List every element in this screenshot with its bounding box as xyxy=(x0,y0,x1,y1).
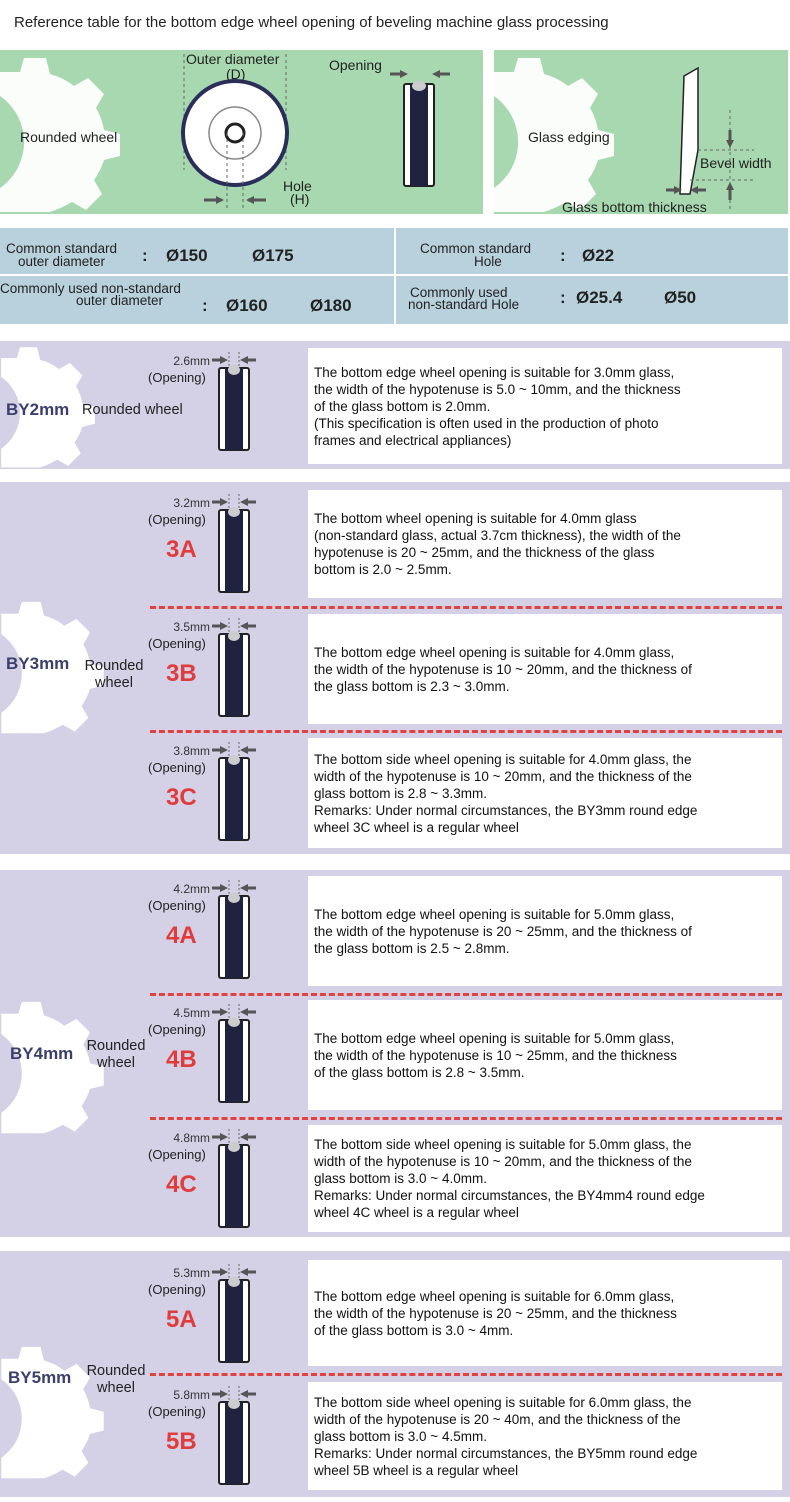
spec-colon: : xyxy=(560,288,566,307)
rounded-wheel-label: Rounded wheel xyxy=(82,402,183,418)
description-line: of the glass bottom is 2.8 ~ 3.5mm. xyxy=(314,1064,525,1080)
rounded-wheel-label: wheel xyxy=(97,1055,135,1071)
opening-label: (Opening) xyxy=(148,1282,206,1297)
page-title: Reference table for the bottom edge wheel opening of beveling machine glass processing xyxy=(14,14,609,31)
wheel-profile-icon xyxy=(206,1129,262,1229)
description-line: The bottom edge wheel opening is suitable for 3.0mm glass, xyxy=(314,364,675,380)
opening-label: (Opening) xyxy=(148,1147,206,1162)
wheel-code: 5A xyxy=(166,1306,197,1333)
bevel-width-label: Bevel width xyxy=(700,155,772,171)
description-line: the width of the hypotenuse is 5.0 ~ 10mm, and the thickness xyxy=(314,381,681,397)
spec-value: Ø25.4 xyxy=(576,288,623,307)
wheel-profile-icon xyxy=(206,352,262,452)
description-line: glass bottom is 3.0 ~ 4.0mm. xyxy=(314,1171,487,1186)
spec-value: Ø175 xyxy=(252,246,294,265)
gear-icon xyxy=(0,1340,105,1480)
outer-diameter-label: Outer diameter xyxy=(186,51,280,67)
spec-nonstandard-hole xyxy=(396,276,788,324)
section-divider xyxy=(150,993,782,996)
description-card xyxy=(308,490,782,598)
model-label: BY5mm xyxy=(8,1368,72,1387)
description-card xyxy=(308,1260,782,1366)
description-line: The bottom side wheel opening is suitable for 6.0mm glass, the xyxy=(314,1394,692,1410)
spec-label-line2: outer diameter xyxy=(18,254,106,269)
opening-size: 2.6mm xyxy=(173,354,210,368)
description-card xyxy=(308,614,782,724)
description-line: wheel 5B wheel is a regular wheel xyxy=(314,1462,519,1478)
description-line: frames and electrical appliances) xyxy=(314,432,512,448)
model-label: BY3mm xyxy=(6,654,70,673)
description-line: of the glass bottom is 3.0 ~ 4mm. xyxy=(314,1322,514,1338)
opening-label: (Opening) xyxy=(148,512,206,527)
opening-label: Opening xyxy=(329,57,382,73)
wheel-code: 3B xyxy=(166,660,197,687)
description-card xyxy=(308,1125,782,1232)
glass-bevel-diagram xyxy=(664,50,764,214)
wheel-code: 4C xyxy=(166,1171,197,1198)
description-line: bottom is 2.0 ~ 2.5mm. xyxy=(314,562,452,577)
opening-size: 4.5mm xyxy=(173,1006,210,1020)
opening-label: (Opening) xyxy=(148,636,206,651)
spec-value: Ø180 xyxy=(310,296,352,315)
spec-label-line1: Commonly used non-standard xyxy=(0,281,181,296)
description-line: Remarks: Under normal circumstances, the BY5mm round edge xyxy=(314,1445,698,1461)
description-line: glass bottom is 3.0 ~ 4.5mm. xyxy=(314,1428,487,1444)
description-line: hypotenuse is 20 ~ 25mm, and the thickness of the glass xyxy=(314,545,655,560)
description-line: The bottom edge wheel opening is suitable for 4.0mm glass, xyxy=(314,644,675,660)
model-label: BY4mm xyxy=(10,1044,74,1063)
section-divider xyxy=(150,730,782,733)
spec-value: Ø22 xyxy=(582,246,615,265)
opening-size: 5.8mm xyxy=(173,1388,210,1402)
description-line: the width of the hypotenuse is 10 ~ 25mm, and the thickness xyxy=(314,1047,677,1063)
description-line: The bottom side wheel opening is suitable for 5.0mm glass, the xyxy=(314,1137,692,1152)
description-card xyxy=(308,1382,782,1490)
description-card xyxy=(308,738,782,848)
glass-bottom-thickness-label: Glass bottom thickness xyxy=(562,199,707,215)
opening-size: 4.2mm xyxy=(173,882,210,896)
rounded-wheel-label: Rounded xyxy=(84,658,144,674)
opening-size: 5.3mm xyxy=(173,1266,210,1280)
description-line: width of the hypotenuse is 10 ~ 20mm, and the thickness of the xyxy=(314,768,692,784)
description-line: Remarks: Under normal circumstances, the BY3mm round edge xyxy=(314,802,698,818)
spec-label-line1: Commonly used xyxy=(410,285,508,300)
description-line: (non-standard glass, actual 3.7cm thickness), the width of the xyxy=(314,528,681,543)
opening-size: 3.5mm xyxy=(173,620,210,634)
section-divider xyxy=(150,1117,782,1120)
description-line: The bottom side wheel opening is suitable for 4.0mm glass, the xyxy=(314,751,692,767)
wheel-code: 3A xyxy=(166,536,197,563)
outer-diameter-symbol: (D) xyxy=(226,66,246,82)
description-card xyxy=(308,348,782,464)
wheel-profile-icon xyxy=(206,494,262,594)
description-line: of the glass bottom is 2.0mm. xyxy=(314,398,491,414)
model-label: BY2mm xyxy=(6,400,70,419)
spec-colon: : xyxy=(142,246,148,265)
wheel-side-diagram xyxy=(390,64,450,194)
glass-edging-label: Glass edging xyxy=(528,129,610,145)
wheel-profile-icon xyxy=(206,618,262,718)
opening-size: 3.2mm xyxy=(173,496,210,510)
description-line: wheel 4C wheel is a regular wheel xyxy=(314,1205,519,1220)
description-line: the glass bottom is 2.3 ~ 3.0mm. xyxy=(314,678,510,694)
spec-label-line2: Hole xyxy=(474,254,502,269)
wheel-profile-icon xyxy=(206,742,262,842)
description-line: width of the hypotenuse is 20 ~ 40m, and the thickness of the xyxy=(314,1411,681,1427)
wheel-profile-icon xyxy=(206,1386,262,1486)
glass-edging-panel xyxy=(494,50,788,214)
wheel-profile-icon xyxy=(206,1004,262,1104)
spec-value: Ø160 xyxy=(226,296,268,315)
wheel-diagram-panel xyxy=(0,50,483,214)
opening-label: (Opening) xyxy=(148,370,206,385)
description-line: the width of the hypotenuse is 20 ~ 25mm, and the thickness of xyxy=(314,923,692,939)
spec-value: Ø50 xyxy=(664,288,697,307)
opening-size: 3.8mm xyxy=(173,744,210,758)
wheel-code: 4B xyxy=(166,1046,197,1073)
spec-colon: : xyxy=(560,246,566,265)
rounded-wheel-label: wheel xyxy=(97,1380,135,1396)
rounded-wheel-label: wheel xyxy=(95,675,133,691)
description-line: wheel 3C wheel is a regular wheel xyxy=(314,819,519,835)
spec-label-line1: Common standard xyxy=(6,241,118,256)
section-divider xyxy=(150,1373,782,1376)
spec-label-line1: Common standard xyxy=(420,241,532,256)
rounded-wheel-label: Rounded xyxy=(86,1363,146,1379)
description-line: the width of the hypotenuse is 10 ~ 20mm, and the thickness of xyxy=(314,661,692,677)
wheel-code: 5B xyxy=(166,1428,197,1455)
opening-label: (Opening) xyxy=(148,1022,206,1037)
hole-symbol: (H) xyxy=(290,191,310,207)
description-line: The bottom edge wheel opening is suitable for 6.0mm glass, xyxy=(314,1288,675,1304)
spec-label-line2: outer diameter xyxy=(76,293,164,308)
wheel-code: 4A xyxy=(166,922,197,949)
spec-colon: : xyxy=(202,296,208,315)
spec-standard-hole xyxy=(396,228,788,274)
spec-value: Ø150 xyxy=(166,246,208,265)
opening-label: (Opening) xyxy=(148,898,206,913)
opening-label: (Opening) xyxy=(148,1404,206,1419)
opening-label: (Opening) xyxy=(148,760,206,775)
description-line: the width of the hypotenuse is 20 ~ 25mm, and the thickness xyxy=(314,1305,677,1321)
description-line: (This specification is often used in the production of photo xyxy=(314,415,659,431)
description-line: The bottom edge wheel opening is suitable for 5.0mm glass, xyxy=(314,1030,675,1046)
rounded-wheel-label: Rounded xyxy=(86,1038,146,1054)
wheel-profile-icon xyxy=(206,1264,262,1364)
description-card xyxy=(308,876,782,986)
opening-size: 4.8mm xyxy=(173,1131,210,1145)
spec-label-line2: non-standard Hole xyxy=(408,297,520,312)
spec-nonstandard-outer xyxy=(0,276,394,324)
description-card xyxy=(308,1000,782,1110)
description-line: Remarks: Under normal circumstances, the BY4mm4 round edge xyxy=(314,1188,705,1203)
rounded-wheel-label: Rounded wheel xyxy=(20,129,118,145)
description-line: the glass bottom is 2.5 ~ 2.8mm. xyxy=(314,940,510,956)
description-line: The bottom wheel opening is suitable for 4.0mm glass xyxy=(314,511,637,526)
wheel-profile-icon xyxy=(206,880,262,980)
description-line: glass bottom is 2.8 ~ 3.3mm. xyxy=(314,785,487,801)
section-divider xyxy=(150,606,782,609)
spec-standard-outer xyxy=(0,228,394,274)
wheel-code: 3C xyxy=(166,784,197,811)
description-line: The bottom edge wheel opening is suitable for 5.0mm glass, xyxy=(314,906,675,922)
hole-label: Hole xyxy=(283,178,312,194)
description-line: width of the hypotenuse is 10 ~ 20mm, and the thickness of the xyxy=(314,1154,692,1169)
